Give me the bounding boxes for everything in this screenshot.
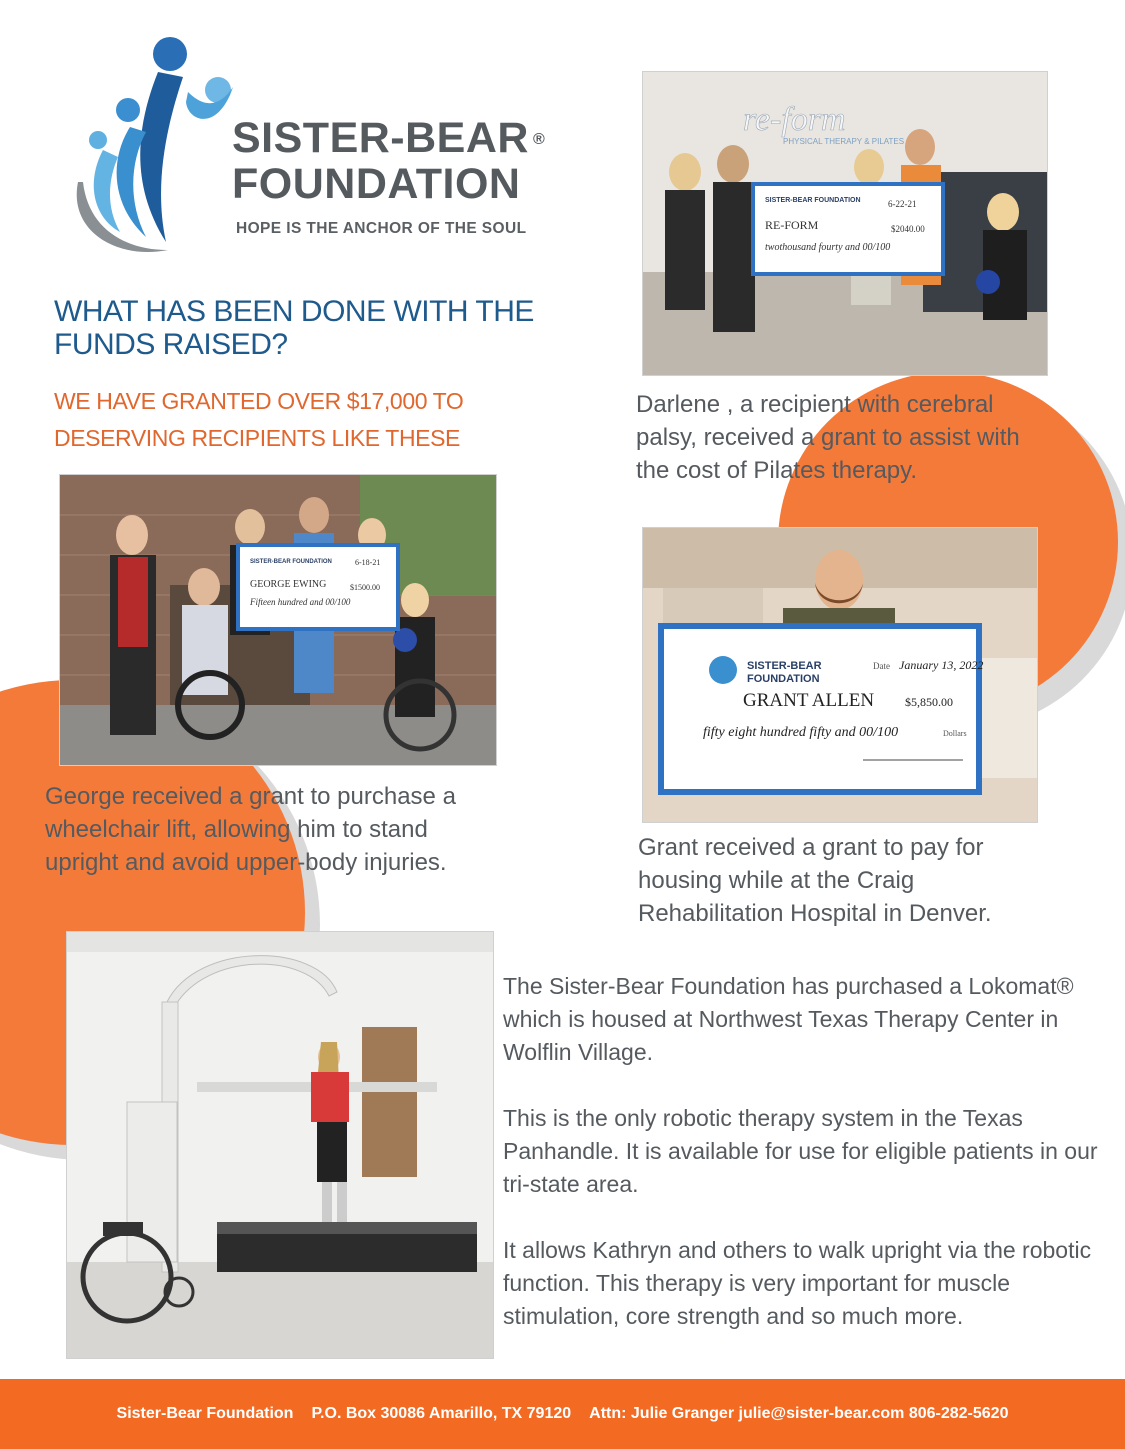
check-amount: $1500.00: [350, 583, 380, 592]
check-org-line1: SISTER-BEAR: [747, 660, 822, 672]
check-date-label: Date: [873, 661, 890, 671]
lokomat-description: [503, 970, 1103, 1366]
body-paragraph: It allows Kathryn and others to walk upright via the robotic function. This therapy is very important for muscle stimulation, core strength and so much more.: [503, 1237, 1092, 1329]
check-payee: GEORGE EWING: [250, 579, 327, 590]
check-payee: RE-FORM: [765, 218, 819, 232]
caption-line: the cost of Pilates therapy.: [636, 457, 918, 484]
check-date: 6-22-21: [888, 199, 917, 209]
logo-tagline: HOPE IS THE ANCHOR OF THE SOUL: [236, 220, 527, 237]
check-org: SISTER-BEAR FOUNDATION: [765, 197, 861, 204]
check-words: twothousand fourty and 00/100: [765, 242, 891, 253]
page-subheading: [54, 383, 574, 457]
photo-grant: [642, 527, 1038, 823]
caption-line: wheelchair lift, allowing him to stand: [45, 816, 428, 843]
check-words: Fifteen hundred and 00/100: [250, 597, 351, 607]
footer-contact: Attn: Julie Granger julie@sister-bear.com 806-282-5620: [589, 1405, 1009, 1422]
caption-line: housing while at the Craig: [638, 867, 915, 894]
reform-sign-sub: PHYSICAL THERAPY & PILATES: [783, 137, 905, 146]
subheading-line1: WE HAVE GRANTED OVER $17,000 TO: [54, 388, 464, 414]
photo-george: [59, 474, 497, 766]
body-paragraph: The Sister-Bear Foundation has purchased a Lokomat® which is housed at Northwest Texas Therapy Center in Wolflin Village.: [503, 973, 1074, 1065]
caption-line: Grant received a grant to pay for: [638, 834, 984, 861]
logo-name: [232, 115, 592, 207]
footer-bar: [0, 1379, 1125, 1449]
footer-org: Sister-Bear Foundation: [116, 1405, 294, 1422]
caption-line: upright and avoid upper-body injuries.: [45, 849, 447, 876]
page-heading: WHAT HAS BEEN DONE WITH THE FUNDS RAISED?: [54, 295, 534, 361]
check-words: fifty eight hundred fifty and 00/100: [703, 725, 899, 740]
caption-grant: [638, 831, 1098, 930]
caption-line: Rehabilitation Hospital in Denver.: [638, 900, 992, 927]
check-org: SISTER-BEAR FOUNDATION: [250, 559, 332, 565]
logo-name-line1: SISTER-BEAR: [232, 114, 529, 162]
check-date: 6-18-21: [355, 558, 381, 567]
registered-mark: ®: [532, 131, 546, 148]
check-dollars: Dollars: [943, 729, 967, 738]
logo-name-line2: FOUNDATION: [232, 160, 521, 208]
check-payee: GRANT ALLEN: [743, 690, 875, 711]
check-org-line2: FOUNDATION: [747, 673, 820, 685]
photo-darlene-reform: [642, 71, 1048, 376]
footer-address: P.O. Box 30086 Amarillo, TX 79120: [311, 1405, 572, 1422]
subheading-line2: DESERVING RECIPIENTS LIKE THESE: [54, 425, 460, 451]
caption-line: palsy, received a grant to assist with: [636, 424, 1020, 451]
photo-lokomat: [66, 931, 494, 1359]
caption-line: Darlene , a recipient with cerebral: [636, 391, 994, 418]
caption-george: [45, 780, 565, 879]
body-paragraph: This is the only robotic therapy system in the Texas Panhandle. It is available for use for eligible patients in our tri-state area.: [503, 1105, 1098, 1197]
check-amount: $5,850.00: [905, 695, 953, 709]
check-date: January 13, 2022: [899, 658, 984, 672]
reform-sign: re-form: [743, 101, 846, 138]
logo-mark: [58, 32, 238, 257]
check-amount: $2040.00: [891, 224, 925, 234]
caption-darlene: [636, 388, 1106, 487]
caption-line: George received a grant to purchase a: [45, 783, 456, 810]
